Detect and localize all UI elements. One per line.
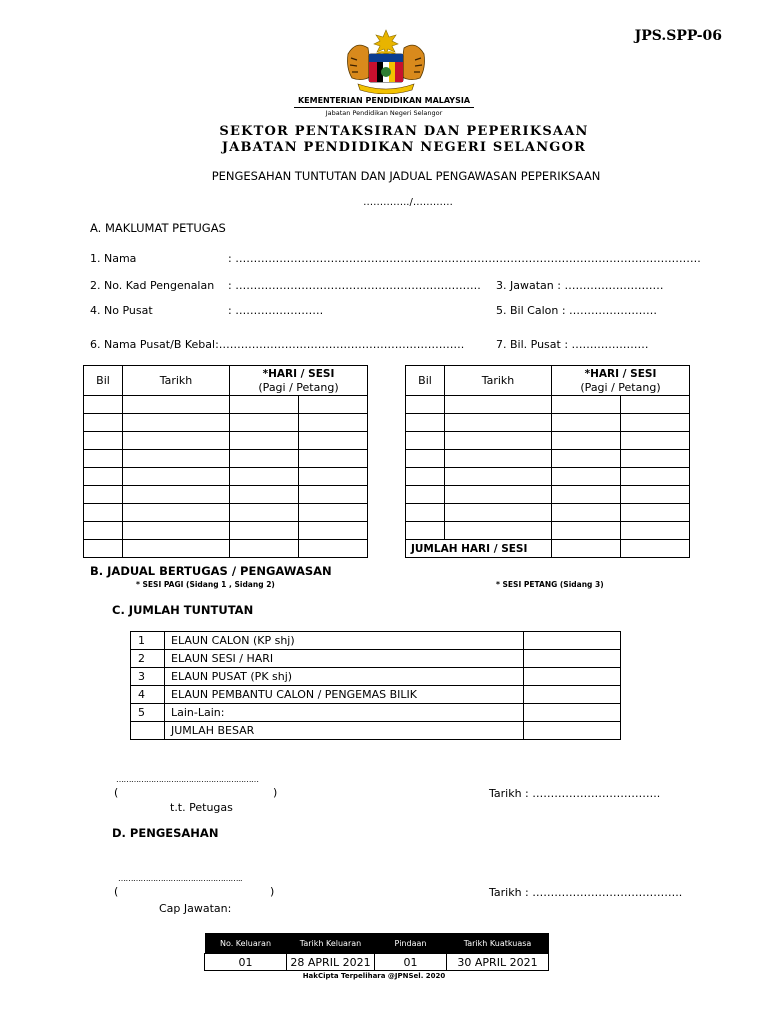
officer-bracket-close: ): [273, 786, 278, 799]
issue-number-value: 01: [205, 954, 287, 971]
claim-description: ELAUN PUSAT (PK shj): [165, 668, 524, 686]
table-row[interactable]: [406, 450, 690, 468]
copyright-notice: HakCipta Terpelihara @JPNSel. 2020: [302, 972, 446, 980]
department-name: Jabatan Pendidikan Negeri Selangor: [325, 109, 443, 117]
table-row[interactable]: [406, 522, 690, 540]
hari-sesi-label: *HARI / SESI: [584, 367, 657, 380]
claim-amount[interactable]: [524, 650, 621, 668]
ministry-name: KEMENTERIAN PENDIDIKAN MALAYSIA: [297, 96, 471, 105]
total-days-label: JUMLAH HARI / SESI: [406, 540, 552, 558]
table-row: [131, 704, 621, 722]
centre-number-field[interactable]: : ……………………: [228, 304, 324, 317]
table-row[interactable]: [84, 468, 368, 486]
grand-total-row: [131, 722, 621, 740]
claim-no: 1: [131, 632, 165, 650]
table-row[interactable]: [406, 432, 690, 450]
claim-description: ELAUN SESI / HARI: [165, 650, 524, 668]
document-code: JPS.SPP-06: [634, 28, 722, 44]
malaysia-coat-of-arms-logo: [342, 28, 430, 94]
centre-name-field[interactable]: 6. Nama Pusat/B Kebal:………………………………………………………….: [90, 338, 465, 351]
pagi-petang-label: (Pagi / Petang): [580, 380, 661, 394]
officer-signature-line[interactable]: …………………………………………………: [116, 775, 259, 784]
effective-date-header: Tarikh Kuatkuasa: [447, 933, 549, 954]
official-stamp-label: Cap Jawatan:: [159, 902, 232, 915]
claim-amount[interactable]: [524, 668, 621, 686]
schedule-table-right: [405, 365, 690, 558]
name-label: 1. Nama: [90, 252, 137, 265]
ic-number-field[interactable]: : ………………………………………………………….: [228, 279, 481, 292]
section-a-title: A. MAKLUMAT PETUGAS: [90, 221, 226, 235]
claim-amount[interactable]: [524, 632, 621, 650]
table-row: [131, 686, 621, 704]
pagi-petang-label: (Pagi / Petang): [258, 380, 339, 394]
grand-total-amount[interactable]: [524, 722, 621, 740]
table-row[interactable]: [84, 414, 368, 432]
sector-heading: SEKTOR PENTAKSIRAN DAN PEPERIKSAAN: [219, 124, 589, 139]
claim-description: Lain-Lain:: [165, 704, 524, 722]
section-b-title: B. JADUAL BERTUGAS / PENGAWASAN: [90, 564, 332, 578]
col-hari-header: [552, 366, 690, 396]
section-d-title: D. PENGESAHAN: [112, 826, 219, 840]
table-row[interactable]: [84, 504, 368, 522]
col-bil-header: Bil: [84, 366, 123, 396]
col-tarikh-header: Tarikh: [445, 366, 552, 396]
effective-date-value: 30 APRIL 2021: [447, 954, 549, 971]
table-row: [205, 954, 549, 971]
table-row[interactable]: [406, 396, 690, 414]
position-field[interactable]: 3. Jawatan : ………………………: [496, 279, 664, 292]
table-row[interactable]: [84, 486, 368, 504]
table-row: [131, 650, 621, 668]
schedule-table-left: [83, 365, 368, 558]
ministry-block: [294, 96, 474, 117]
total-days-row: [406, 540, 690, 558]
claims-table: [130, 631, 621, 740]
ministry-divider: [294, 107, 474, 108]
claim-amount[interactable]: [524, 686, 621, 704]
verifier-signature-line[interactable]: …………………………………………..: [118, 874, 243, 883]
claim-no: 5: [131, 704, 165, 722]
section-c-title: C. JUMLAH TUNTUTAN: [112, 603, 254, 617]
officer-signature-label: t.t. Petugas: [170, 801, 233, 814]
table-row[interactable]: [84, 450, 368, 468]
claim-no: 3: [131, 668, 165, 686]
col-tarikh-header: Tarikh: [123, 366, 230, 396]
centre-number-label: 4. No Pusat: [90, 304, 153, 317]
afternoon-session-note: * SESI PETANG (Sidang 3): [496, 580, 604, 589]
total-days-cell-2[interactable]: [621, 540, 690, 558]
table-row: [131, 668, 621, 686]
name-field[interactable]: : ……………………………………………………………………………………………………………….: [228, 252, 701, 265]
table-row[interactable]: [84, 540, 368, 558]
verifier-date-field[interactable]: Tarikh : …………………………………..: [489, 886, 683, 899]
form-title: PENGESAHAN TUNTUTAN DAN JADUAL PENGAWASAN PEPERIKSAAN: [211, 169, 601, 183]
table-row[interactable]: [84, 396, 368, 414]
hari-sesi-label: *HARI / SESI: [262, 367, 335, 380]
amendment-header: Pindaan: [375, 933, 447, 954]
col-bil-header: Bil: [406, 366, 445, 396]
claim-description: ELAUN PEMBANTU CALON / PENGEMAS BILIK: [165, 686, 524, 704]
table-row[interactable]: [406, 414, 690, 432]
verifier-bracket-close: ): [270, 885, 275, 898]
issue-info-table: [204, 933, 549, 971]
ic-number-label: 2. No. Kad Pengenalan: [90, 279, 215, 292]
total-days-cell-1[interactable]: [552, 540, 621, 558]
amendment-value: 01: [375, 954, 447, 971]
table-row[interactable]: [84, 522, 368, 540]
verifier-bracket-open: (: [114, 885, 119, 898]
morning-session-note: * SESI PAGI (Sidang 1 , Sidang 2): [136, 580, 275, 589]
claim-amount[interactable]: [524, 704, 621, 722]
centre-count-field[interactable]: 7. Bil. Pusat : …………………: [496, 338, 649, 351]
reference-number: …………../…………: [363, 197, 453, 208]
table-row[interactable]: [84, 432, 368, 450]
issue-date-header: Tarikh Keluaran: [287, 933, 375, 954]
col-hari-header: [230, 366, 368, 396]
table-row[interactable]: [406, 468, 690, 486]
department-heading: JABATAN PENDIDIKAN NEGERI SELANGOR: [221, 140, 587, 155]
officer-bracket-open: (: [114, 786, 119, 799]
claim-description: ELAUN CALON (KP shj): [165, 632, 524, 650]
officer-date-field[interactable]: Tarikh : ……………………………..: [489, 787, 661, 800]
claim-no: 4: [131, 686, 165, 704]
table-row[interactable]: [406, 486, 690, 504]
grand-total-label: JUMLAH BESAR: [165, 722, 524, 740]
claim-no: 2: [131, 650, 165, 668]
table-row[interactable]: [406, 504, 690, 522]
candidate-count-field[interactable]: 5. Bil Calon : ……………………: [496, 304, 658, 317]
issue-date-value: 28 APRIL 2021: [287, 954, 375, 971]
issue-number-header: No. Keluaran: [205, 933, 287, 954]
table-row: [131, 632, 621, 650]
claim-no: [131, 722, 165, 740]
